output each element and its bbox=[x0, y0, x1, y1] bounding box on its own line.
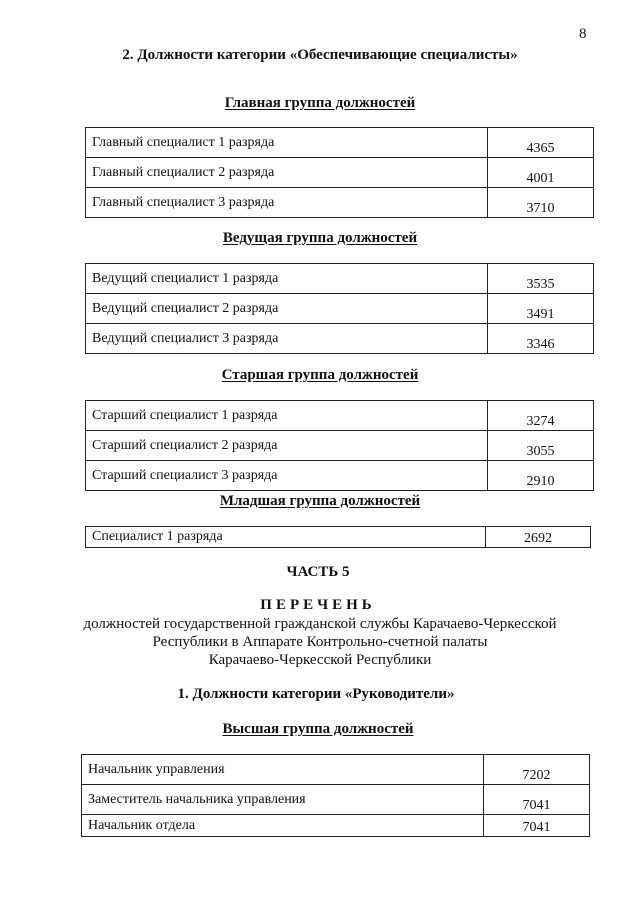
table-row bbox=[86, 527, 591, 548]
group-title-junior: Младшая группа должностей bbox=[219, 493, 421, 509]
table-row bbox=[86, 188, 594, 218]
table-row bbox=[86, 294, 594, 324]
table-row bbox=[82, 815, 590, 837]
table-leading-group bbox=[85, 263, 594, 354]
position-value: 3346 bbox=[488, 324, 594, 354]
group-title-senior: Старшая группа должностей bbox=[221, 367, 419, 383]
position-name: Старший специалист 3 разряда bbox=[86, 461, 488, 491]
group-title-leading: Ведущая группа должностей bbox=[222, 230, 418, 246]
position-name: Начальник управления bbox=[82, 755, 484, 785]
position-value: 3055 bbox=[488, 431, 594, 461]
table-top-group bbox=[81, 754, 590, 837]
section-1-title: 1. Должности категории «Руководители» bbox=[177, 686, 455, 702]
position-value: 2910 bbox=[488, 461, 594, 491]
position-name: Специалист 1 разряда bbox=[86, 527, 486, 548]
position-name: Начальник отдела bbox=[82, 815, 484, 837]
table-row bbox=[86, 158, 594, 188]
list-subtitle-line-1: должностей государственной гражданской службы Карачаево-Черкесской bbox=[83, 616, 557, 632]
position-name: Ведущий специалист 1 разряда bbox=[86, 264, 488, 294]
group-title-top: Высшая группа должностей bbox=[222, 721, 414, 737]
position-value: 3274 bbox=[488, 401, 594, 431]
table-row bbox=[86, 128, 594, 158]
table-senior-group bbox=[85, 400, 594, 491]
table-junior-group bbox=[85, 526, 591, 548]
position-value: 7041 bbox=[484, 785, 590, 815]
table-row bbox=[86, 324, 594, 354]
table-row bbox=[86, 461, 594, 491]
page-number: 8 bbox=[579, 26, 587, 42]
table-row bbox=[86, 264, 594, 294]
position-name: Ведущий специалист 2 разряда bbox=[86, 294, 488, 324]
position-name: Главный специалист 3 разряда bbox=[86, 188, 488, 218]
position-value: 2692 bbox=[486, 527, 591, 548]
position-value: 7041 bbox=[484, 815, 590, 837]
list-subtitle-line-2: Республики в Аппарате Контрольно-счетной палаты bbox=[152, 634, 488, 650]
list-subtitle-line-3: Карачаево-Черкесской Республики bbox=[208, 652, 432, 668]
table-row bbox=[82, 755, 590, 785]
position-value: 7202 bbox=[484, 755, 590, 785]
position-name: Заместитель начальника управления bbox=[82, 785, 484, 815]
group-title-main: Главная группа должностей bbox=[224, 95, 416, 111]
position-name: Ведущий специалист 3 разряда bbox=[86, 324, 488, 354]
position-name: Главный специалист 2 разряда bbox=[86, 158, 488, 188]
table-row bbox=[86, 401, 594, 431]
position-value: 3710 bbox=[488, 188, 594, 218]
section-2-title: 2. Должности категории «Обеспечивающие специалисты» bbox=[122, 47, 518, 63]
table-main-group bbox=[85, 127, 594, 218]
position-value: 3491 bbox=[488, 294, 594, 324]
table-row bbox=[86, 431, 594, 461]
table-row bbox=[82, 785, 590, 815]
position-value: 4001 bbox=[488, 158, 594, 188]
position-name: Старший специалист 2 разряда bbox=[86, 431, 488, 461]
position-value: 3535 bbox=[488, 264, 594, 294]
position-name: Главный специалист 1 разряда bbox=[86, 128, 488, 158]
position-name: Старший специалист 1 разряда bbox=[86, 401, 488, 431]
position-value: 4365 bbox=[488, 128, 594, 158]
list-title: ПЕРЕЧЕНЬ bbox=[260, 597, 376, 613]
part-title: ЧАСТЬ 5 bbox=[286, 564, 350, 580]
